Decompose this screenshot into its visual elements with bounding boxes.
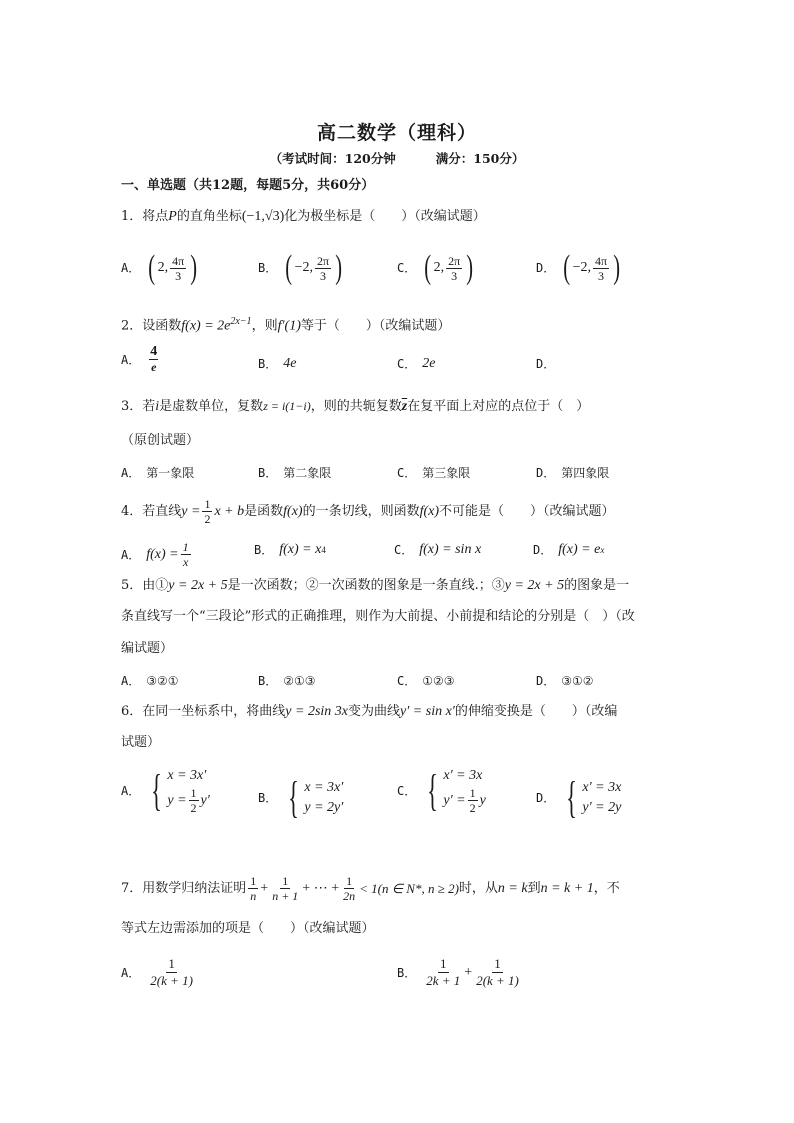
q3-option-a[interactable]: A． 第一象限 <box>121 466 195 480</box>
q1-stem: 1．将点 <box>121 209 169 224</box>
q7-option-b[interactable]: B． $\frac{1}{2k + 1}$ + $\frac{1}{2(k + 1)}$ <box>397 956 519 988</box>
q1-option-a[interactable]: A． ( 2 , $\frac{4\pi}{3}$ ) <box>121 249 198 286</box>
question-5-line3: 编试题） <box>121 641 174 656</box>
q6-option-a[interactable]: A． { x = 3x′ y = $\frac{1}{2}$ y′ <box>121 765 210 815</box>
q1-stem-end: 化为极坐标是（ ）（改编试题） <box>284 209 486 224</box>
q7-option-a[interactable]: A． $\frac{1}{2(k + 1)}$ <box>121 956 193 988</box>
question-1 <box>121 207 486 227</box>
q2-option-b[interactable]: B． 4e <box>258 356 297 371</box>
question-6-line2: 试题） <box>121 735 161 750</box>
q3-option-b[interactable]: B． 第二象限 <box>258 466 332 480</box>
q4-option-c[interactable]: C． f(x) = sin x <box>394 542 482 557</box>
q6-option-c[interactable]: C． { x′ = 3x y′ = $\frac{1}{2}$ y <box>397 765 486 815</box>
q1-stem-mid: 的直角坐标 <box>176 209 242 224</box>
q5-option-d[interactable]: D． ③①② <box>536 674 594 688</box>
q5-option-c[interactable]: C． ①②③ <box>397 674 455 688</box>
question-6: 6．在同一坐标系中，将曲线y = 2sin 3x变为曲线y′ = sin x′的伸缩变换是（ ）（改编 <box>121 704 618 719</box>
q5-option-a[interactable]: A． ③②① <box>121 674 179 688</box>
q1-option-d[interactable]: D． ( −2 , $\frac{4\pi}{3}$ ) <box>536 249 621 286</box>
q1-point: P <box>168 209 177 224</box>
question-7-line2: 等式左边需添加的项是（ ）（改编试题） <box>121 921 375 936</box>
question-3: 3．若i是虚数单位，复数z = i(1−i)，则的共轭复数$\overline{z}$在复平面上对应的点位于（ ） <box>121 399 590 414</box>
q2-option-c[interactable]: C． 2e <box>397 356 436 371</box>
q4-option-a[interactable]: A． f(x) = $\frac{1}{x}$ <box>121 540 189 569</box>
q2-option-d[interactable]: D． <box>536 357 556 371</box>
q6-option-b[interactable]: B． { x = 3x′ y = 2y′ <box>258 773 344 822</box>
section-title: 一、单选题（共12题，每题5分，共60分） <box>121 178 375 193</box>
q5-option-b[interactable]: B． ②①③ <box>258 674 316 688</box>
q3-option-d[interactable]: D． 第四象限 <box>536 466 610 480</box>
q1-coordinate: (−1,√3) <box>241 209 285 224</box>
question-7: 7．用数学归纳法证明 $\frac{1}{n}$ + $\frac{1}{n + 1}$ + ⋯ + $\frac{1}{2n}$ < 1(n ∈ N*, n ≥ 2) 时，从 n = k 到 n = k + 1 ，不 <box>121 874 620 903</box>
question-5-line2: 条直线写一个“三段论”形式的正确推理，则作为大前提、小前提和结论的分别是（ ）（改 <box>121 609 635 624</box>
q1-option-c[interactable]: C． ( 2 , $\frac{2\pi}{3}$ ) <box>397 249 474 286</box>
question-2: 2．设函数$f(x) = 2e^{2x-1}$，则f′(1)等于（ ）（改编试题） <box>121 316 451 334</box>
q3-option-c[interactable]: C． 第三象限 <box>397 466 471 480</box>
exam-time: （考试时间：120分钟 <box>269 151 396 166</box>
question-5: 5．由①y = 2x + 5是一次函数；②一次函数的图象是一条直线.；③y = 2x + 5的图象是一 <box>121 578 630 593</box>
q4-option-d[interactable]: D． f(x) = e x <box>533 542 605 557</box>
exam-subtitle <box>0 149 794 167</box>
q1-option-b[interactable]: B． ( −2 , $\frac{2\pi}{3}$ ) <box>258 249 343 286</box>
question-4: 4．若直线 y = $\frac{1}{2}$ x + b 是函数 f(x) 的一条切线，则函数 f(x) 不可能是（ ）（改编试题） <box>121 497 615 526</box>
q6-option-d[interactable]: D． { x′ = 3x y′ = 2y <box>536 773 622 822</box>
question-3-source: （原创试题） <box>121 433 200 448</box>
q4-option-b[interactable]: B． f(x) = x 4 <box>254 542 326 557</box>
exam-score: 满分：150分） <box>435 151 525 166</box>
q2-function: f(x) = 2e <box>181 318 231 334</box>
exam-title: 高二数学（理科） <box>316 122 477 144</box>
q2-option-a[interactable]: A． $\frac{4}{e}$ <box>121 344 158 374</box>
